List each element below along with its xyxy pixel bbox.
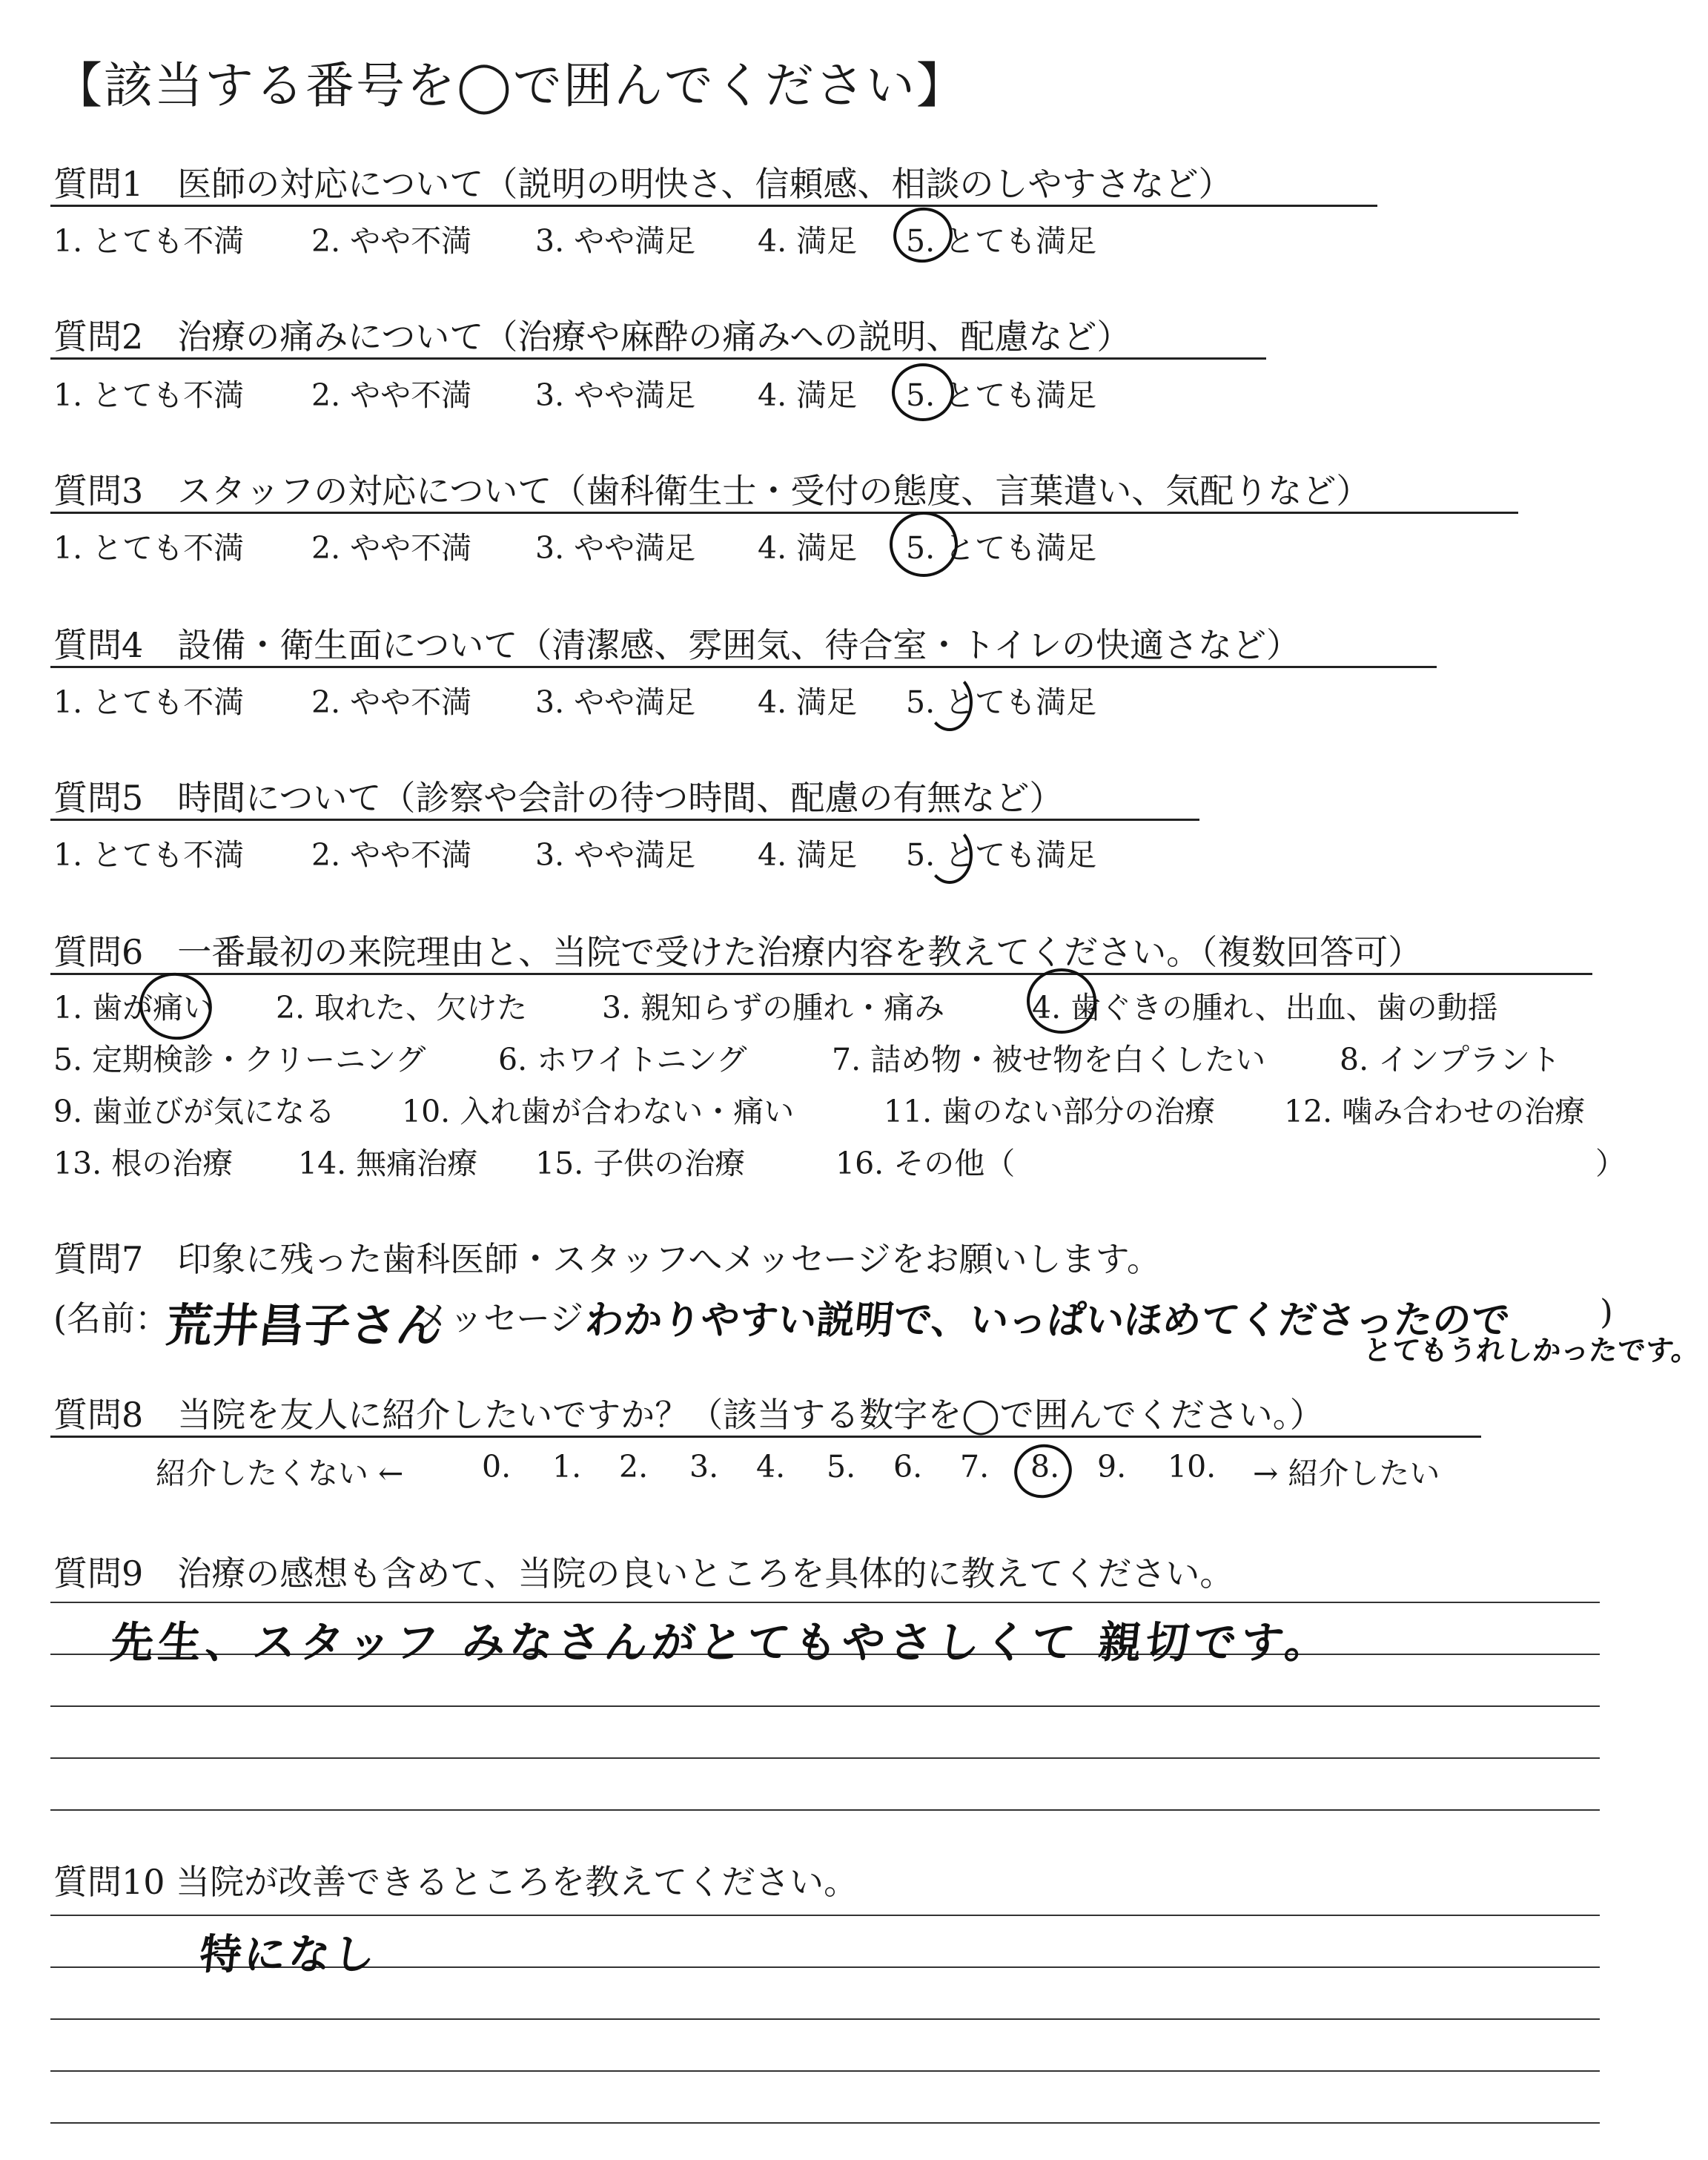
q8-scale-1[interactable]: 1.	[552, 1449, 582, 1484]
q8-scale-0[interactable]: 0.	[482, 1449, 512, 1484]
q8-answer-circle	[1008, 1438, 1078, 1505]
q8-left-label: 紹介したくない ←	[156, 1456, 404, 1491]
q6-option-1[interactable]: 1. 歯が痛い	[53, 990, 214, 1025]
q3-option-3[interactable]: 3. やや満足	[535, 530, 696, 566]
q6-other-close-paren: ）	[1595, 1146, 1626, 1181]
q6-option-14[interactable]: 14. 無痛治療	[298, 1146, 478, 1181]
q8-scale	[156, 1449, 1490, 1491]
q5-title: 質問5 時間について（診察や会計の待つ時間、配慮の有無など）	[53, 778, 1064, 818]
q7-name-label: (名前：	[53, 1298, 169, 1338]
q3-option-4[interactable]: 4. 満足	[758, 530, 858, 566]
q6-option-3[interactable]: 3. 親知らずの腫れ・痛み	[602, 990, 945, 1025]
q8-scale-7[interactable]: 7.	[960, 1449, 990, 1484]
q6-option-11[interactable]: 11. 歯のない部分の治療	[884, 1094, 1216, 1129]
q6-option-4[interactable]: 4. 歯ぐきの腫れ、出血、歯の動揺	[1032, 990, 1498, 1025]
q7-message-line2[interactable]: とてもうれしかったです。	[1362, 1334, 1701, 1367]
q3-option-1[interactable]: 1. とても不満	[53, 530, 245, 566]
q8-title: 質問8 当院を友人に紹介したいですか？（該当する数字を◯で囲んでください。）	[53, 1395, 1324, 1435]
q4-option-2[interactable]: 2. やや不満	[311, 684, 472, 720]
q2-option-3[interactable]: 3. やや満足	[535, 377, 696, 413]
q4-option-1[interactable]: 1. とても不満	[53, 684, 245, 720]
q10-writing-line-5	[50, 2122, 1600, 2124]
q4-title: 質問4 設備・衛生面について（清潔感、雰囲気、待合室・トイレの快適さなど）	[53, 625, 1301, 665]
q4-option-5[interactable]: 5. とても満足	[906, 684, 1097, 720]
q6-option-12[interactable]: 12. 噛み合わせの治療	[1284, 1094, 1586, 1129]
q5-option-2[interactable]: 2. やや不満	[311, 837, 472, 873]
q2-underline	[50, 357, 1266, 360]
q9-writing-line-1	[50, 1602, 1600, 1603]
q10-answer[interactable]: 特になし	[197, 1931, 380, 1979]
q6-option-9[interactable]: 9. 歯並びが気になる	[53, 1094, 336, 1129]
q3-option-2[interactable]: 2. やや不満	[311, 530, 472, 566]
q4-options	[53, 678, 1239, 720]
q2-answer-circle	[892, 363, 954, 421]
q7-message-line1[interactable]: わかりやすい説明で、いっぱいほめてくださったので	[583, 1298, 1512, 1343]
q4-option-4[interactable]: 4. 満足	[758, 684, 858, 720]
q8-scale-8[interactable]: 8.	[1030, 1449, 1060, 1484]
q5-answer-circle	[927, 826, 973, 884]
q9-title: 質問9 治療の感想も含めて、当院の良いところを具体的に教えてください。	[53, 1553, 1234, 1593]
q8-scale-5[interactable]: 5.	[827, 1449, 856, 1484]
q9-answer[interactable]: 先生、スタッフ みなさんがとてもやさしくて 親切です。	[107, 1617, 1335, 1668]
q5-options	[53, 830, 1239, 873]
q5-option-5[interactable]: 5. とても満足	[906, 837, 1097, 873]
q2-option-5[interactable]: 5. とても満足	[906, 377, 1097, 413]
q1-option-5[interactable]: 5. とても満足	[906, 223, 1097, 259]
q6-option-16[interactable]: 16. その他（	[835, 1146, 1016, 1181]
q3-answer-circle	[890, 512, 958, 577]
q1-title: 質問1 医師の対応について（説明の明快さ、信頼感、相談のしやすさなど）	[53, 164, 1233, 204]
q1-option-3[interactable]: 3. やや満足	[535, 223, 696, 259]
q10-writing-line-1	[50, 1915, 1600, 1916]
q6-option-13[interactable]: 13. 根の治療	[53, 1146, 234, 1181]
q5-option-4[interactable]: 4. 満足	[758, 837, 858, 873]
q5-option-3[interactable]: 3. やや満足	[535, 837, 696, 873]
q6-option-15[interactable]: 15. 子供の治療	[535, 1146, 746, 1181]
q1-option-1[interactable]: 1. とても不満	[53, 223, 245, 259]
q3-options	[53, 524, 1239, 566]
q7-name-value[interactable]: 荒井昌子さん	[163, 1298, 446, 1353]
q6-title: 質問6 一番最初の来院理由と、当院で受けた治療内容を教えてください。（複数回答可）	[53, 932, 1423, 972]
q8-scale-2[interactable]: 2.	[619, 1449, 649, 1484]
q3-title: 質問3 スタッフの対応について（歯科衛生士・受付の態度、言葉遣い、気配りなど）	[53, 471, 1371, 511]
q6-answer-circle-4	[1027, 968, 1096, 1034]
q8-underline	[50, 1436, 1481, 1438]
q8-scale-6[interactable]: 6.	[893, 1449, 923, 1484]
q10-writing-line-4	[50, 2070, 1600, 2072]
q2-option-1[interactable]: 1. とても不満	[53, 377, 245, 413]
q2-option-2[interactable]: 2. やや不満	[311, 377, 472, 413]
q5-underline	[50, 819, 1199, 821]
q6-option-10[interactable]: 10. 入れ歯が合わない・痛い	[402, 1094, 795, 1129]
q7-title: 質問7 印象に残った歯科医師・スタッフへメッセージをお願いします。	[53, 1239, 1161, 1279]
q1-options	[53, 217, 1239, 259]
q6-option-6[interactable]: 6. ホワイトニング	[498, 1042, 747, 1077]
q8-scale-10[interactable]: 10.	[1168, 1449, 1217, 1484]
q7-message-label: メッセージ：	[415, 1298, 618, 1338]
q1-option-2[interactable]: 2. やや不満	[311, 223, 472, 259]
q1-underline	[50, 205, 1377, 207]
q6-option-2[interactable]: 2. 取れた、欠けた	[276, 990, 528, 1025]
q1-option-4[interactable]: 4. 満足	[758, 223, 858, 259]
q4-answer-circle	[927, 673, 973, 731]
q2-title: 質問2 治療の痛みについて（治療や麻酔の痛みへの説明、配慮など）	[53, 317, 1131, 357]
q8-right-label: → 紹介したい	[1253, 1456, 1440, 1491]
q9-writing-line-5	[50, 1809, 1600, 1811]
q6-option-7[interactable]: 7. 詰め物・被せ物を白くしたい	[832, 1042, 1266, 1077]
q2-option-4[interactable]: 4. 満足	[758, 377, 858, 413]
q2-options	[53, 371, 1239, 413]
q8-scale-4[interactable]: 4.	[756, 1449, 786, 1484]
q6-option-8[interactable]: 8. インプラント	[1340, 1042, 1561, 1077]
q3-option-5[interactable]: 5. とても満足	[906, 530, 1097, 566]
q4-underline	[50, 666, 1437, 668]
q6-underline	[50, 973, 1592, 975]
form-header: 【該当する番号を◯で囲んでください】	[53, 57, 967, 114]
q8-scale-3[interactable]: 3.	[689, 1449, 719, 1484]
q4-option-3[interactable]: 3. やや満足	[535, 684, 696, 720]
q10-title: 質問10 当院が改善できるところを教えてください。	[53, 1862, 858, 1902]
q6-option-5[interactable]: 5. 定期検診・クリーニング	[53, 1042, 426, 1077]
q6-options	[53, 983, 1626, 1206]
q9-writing-line-4	[50, 1757, 1600, 1759]
q9-writing-line-3	[50, 1705, 1600, 1707]
q7-close-paren: )	[1600, 1292, 1613, 1332]
q8-scale-9[interactable]: 9.	[1097, 1449, 1127, 1484]
q5-option-1[interactable]: 1. とても不満	[53, 837, 245, 873]
q3-underline	[50, 512, 1518, 514]
q10-writing-line-3	[50, 2018, 1600, 2020]
